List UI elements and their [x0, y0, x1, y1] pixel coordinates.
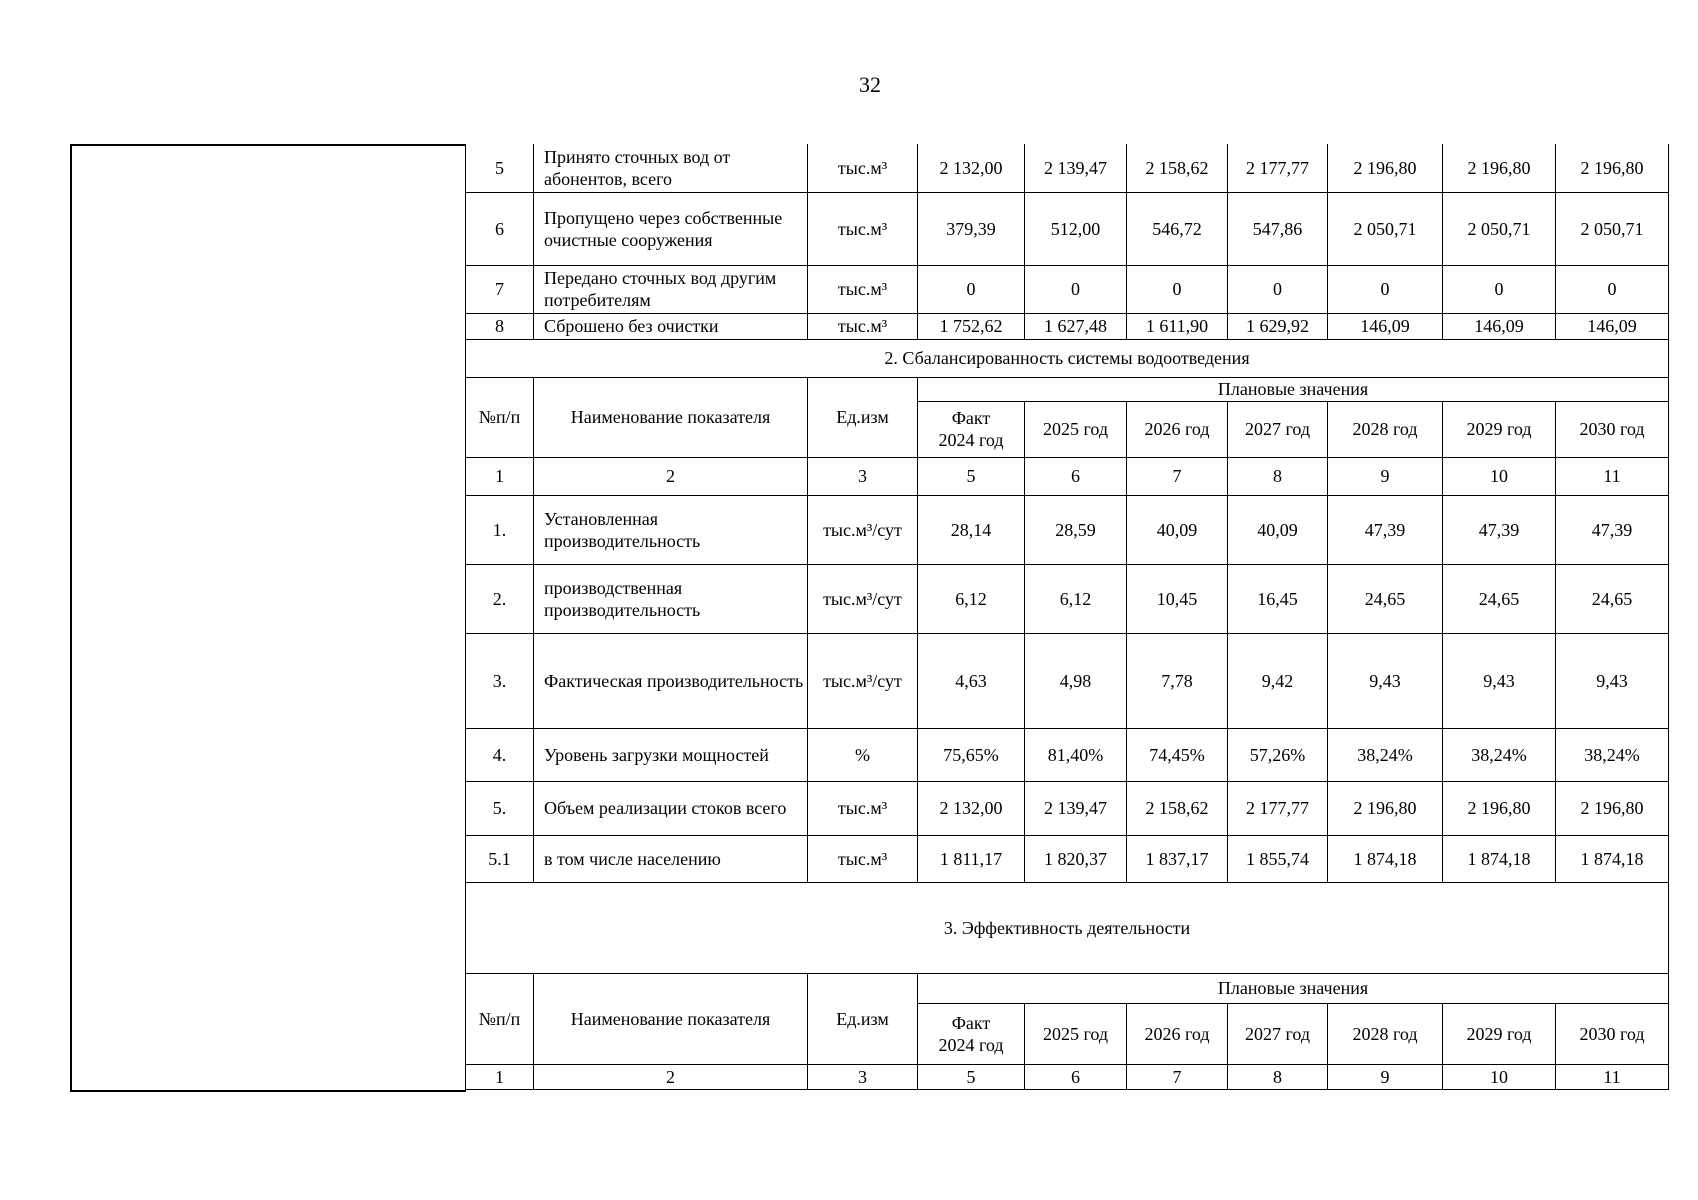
header-unit: Ед.изм [808, 377, 918, 457]
header-fact: Факт 2024 год [918, 401, 1025, 457]
table-row: 8 Сброшено без очистки тыс.м³ 1 752,62 1 627,48 1 611,90 1 629,92 146,09 146,09 146,09 [466, 313, 1669, 339]
header-num: №п/п [466, 973, 534, 1064]
header-year: 2029 год [1443, 401, 1556, 457]
section-title: 3. Эффективность деятельности [466, 882, 1669, 973]
header-year: 2025 год [1025, 401, 1127, 457]
header-unit: Ед.изм [808, 973, 918, 1064]
header-year: 2025 год [1025, 1003, 1127, 1064]
table-row: 3. Фактическая производительность тыс.м³/сут 4,63 4,98 7,78 9,42 9,43 9,43 9,43 [466, 633, 1669, 728]
index-row: 1 2 3 5 6 7 8 9 10 11 [466, 1064, 1669, 1089]
header-row [466, 973, 1669, 1003]
section-title: 2. Сбалансированность системы водоотведения [466, 339, 1669, 377]
header-year: 2030 год [1556, 401, 1669, 457]
page-number: 32 [859, 72, 881, 97]
table-row: 5. Объем реализации стоков всего тыс.м³ 2 132,00 2 139,47 2 158,62 2 177,77 2 196,80 2 196,80 2 196,80 [466, 781, 1669, 835]
header-name: Наименование показателя [534, 973, 808, 1064]
table-row: 5 Принято сточных вод от абонентов, всего тыс.м³ 2 132,00 2 139,47 2 158,62 2 177,77 2 196,80 2 196,80 2 196,80 [466, 144, 1669, 192]
header-fact: Факт 2024 год [918, 1003, 1025, 1064]
table-row: 1. Установленная производительность тыс.м³/сут 28,14 28,59 40,09 40,09 47,39 47,39 47,39 [466, 495, 1669, 564]
header-num: №п/п [466, 377, 534, 457]
report-table [465, 144, 1669, 1090]
header-year: 2026 год [1127, 1003, 1228, 1064]
table-row: 5.1 в том числе населению тыс.м³ 1 811,17 1 820,37 1 837,17 1 855,74 1 874,18 1 874,18 1 874,18 [466, 835, 1669, 882]
header-year: 2029 год [1443, 1003, 1556, 1064]
header-year: 2026 год [1127, 401, 1228, 457]
left-blank-box [70, 144, 466, 1092]
index-row: 1 2 3 5 6 7 8 9 10 11 [466, 457, 1669, 495]
header-year: 2028 год [1328, 1003, 1443, 1064]
header-planned: Плановые значения [918, 973, 1669, 1003]
header-row [466, 377, 1669, 401]
table-row: 7 Передано сточных вод другим потребителям тыс.м³ 0 0 0 0 0 0 0 [466, 265, 1669, 313]
table-row: 6 Пропущено через собственные очистные сооружения тыс.м³ 379,39 512,00 546,72 547,86 2 050,71 2 050,71 2 050,71 [466, 192, 1669, 265]
header-year: 2027 год [1228, 1003, 1328, 1064]
section-title-row [466, 882, 1669, 973]
header-name: Наименование показателя [534, 377, 808, 457]
section-title-row [466, 339, 1669, 377]
table-row: 2. производственная производительность тыс.м³/сут 6,12 6,12 10,45 16,45 24,65 24,65 24,65 [466, 564, 1669, 633]
table-row: 4. Уровень загрузки мощностей % 75,65% 81,40% 74,45% 57,26% 38,24% 38,24% 38,24% [466, 728, 1669, 781]
header-year: 2028 год [1328, 401, 1443, 457]
header-planned: Плановые значения [918, 377, 1669, 401]
header-year: 2030 год [1556, 1003, 1669, 1064]
header-year: 2027 год [1228, 401, 1328, 457]
